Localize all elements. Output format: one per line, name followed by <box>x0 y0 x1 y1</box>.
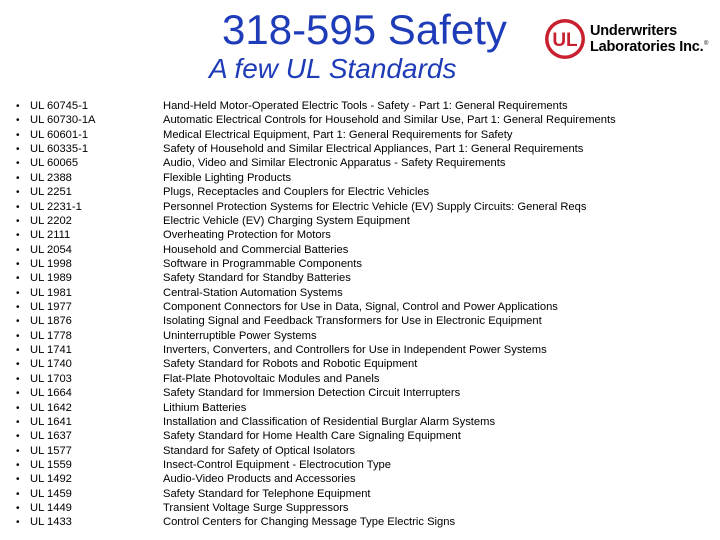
ul-logo-wordmark <box>590 23 703 55</box>
bullet-icon: • <box>16 244 20 256</box>
ul-logo <box>544 14 710 64</box>
bullet-icon: • <box>16 517 20 529</box>
standard-code: UL 2111 <box>30 229 71 242</box>
standard-description: Hand-Held Motor-Operated Electric Tools - Safety - Part 1: General Requirements <box>163 100 568 112</box>
standard-description: Isolating Signal and Feedback Transformers for Use in Electronic Equipment <box>163 315 542 328</box>
standard-code: UL 2202 <box>30 214 72 227</box>
standard-description: Audio, Video and Similar Electronic Apparatus - Safety Requirements <box>163 157 506 170</box>
slide-title: 318-595 Safety <box>222 6 507 53</box>
standard-code: UL 60065 <box>30 157 79 170</box>
standard-code: UL 60335-1 <box>30 143 89 156</box>
standard-list-item <box>16 472 716 486</box>
bullet-icon: • <box>16 201 20 213</box>
standard-code: UL 60730-1A <box>30 114 96 127</box>
standard-list-item <box>16 142 716 156</box>
standard-description: Plugs, Receptacles and Couplers for Electric Vehicles <box>163 186 430 199</box>
standard-description: Component Connectors for Use in Data, Signal, Control and Power Applications <box>163 301 558 314</box>
bullet-icon: • <box>16 144 20 156</box>
standard-description: Flexible Lighting Products <box>163 171 292 184</box>
standard-code: UL 60601-1 <box>30 128 89 141</box>
bullet-icon: • <box>16 459 20 471</box>
standard-code: UL 1876 <box>30 315 72 328</box>
standard-description: Safety Standard for Standby Batteries <box>163 272 351 285</box>
standard-code: UL 1577 <box>30 444 72 457</box>
standard-list-item <box>16 271 716 285</box>
bullet-icon: • <box>16 129 20 141</box>
standard-code: UL 1559 <box>30 458 72 471</box>
standard-code: UL 1741 <box>30 344 72 357</box>
standard-description: Standard for Safety of Optical Isolators <box>163 444 356 457</box>
bullet-icon: • <box>16 172 20 184</box>
standard-list-item <box>16 128 716 142</box>
ul-logo-line2: Laboratories Inc. <box>590 39 704 55</box>
ul-logo-icon <box>544 18 586 60</box>
standard-list-item <box>16 343 716 357</box>
bullet-icon: • <box>16 115 20 127</box>
bullet-icon: • <box>16 215 20 227</box>
standard-description: Audio-Video Products and Accessories <box>163 473 356 486</box>
bullet-icon: • <box>16 158 20 170</box>
bullet-icon: • <box>16 474 20 486</box>
standard-code: UL 1740 <box>30 358 72 371</box>
standard-code: UL 1977 <box>30 301 72 314</box>
standard-code: UL 1433 <box>30 516 72 529</box>
standard-description: Safety Standard for Robots and Robotic Equipment <box>163 358 418 371</box>
bullet-icon: • <box>16 402 20 414</box>
standard-description: Transient Voltage Surge Suppressors <box>163 502 349 515</box>
ul-logo-trademark: ® <box>704 41 709 47</box>
standard-list-item <box>16 357 716 371</box>
standard-code: UL 1998 <box>30 257 72 270</box>
standard-code: UL 2388 <box>30 171 72 184</box>
standard-code: UL 1641 <box>30 415 72 428</box>
standard-description: Central-Station Automation Systems <box>163 286 343 299</box>
bullet-icon: • <box>16 230 20 242</box>
standard-description: Insect-Control Equipment - Electrocution Type <box>163 458 392 471</box>
standard-list-item <box>16 228 716 242</box>
standard-list-item <box>16 113 716 127</box>
standard-code: UL 2251 <box>30 186 72 199</box>
standard-description: Safety Standard for Telephone Equipment <box>163 487 371 500</box>
bullet-icon: • <box>16 359 20 371</box>
standard-description: Electric Vehicle (EV) Charging System Equipment <box>163 214 410 227</box>
standard-list-item <box>16 200 716 214</box>
bullet-icon: • <box>16 287 20 299</box>
standard-description: Installation and Classification of Residential Burglar Alarm Systems <box>163 415 496 428</box>
standard-code: UL 60745-1 <box>30 100 89 112</box>
standard-list-item <box>16 257 716 271</box>
bullet-icon: • <box>16 316 20 328</box>
slide-subtitle: A few UL Standards <box>209 53 457 84</box>
bullet-icon: • <box>16 345 20 357</box>
standard-description: Lithium Batteries <box>163 401 247 414</box>
standard-description: Inverters, Converters, and Controllers for Use in Independent Power Systems <box>163 344 547 357</box>
standard-description: Safety Standard for Home Health Care Signaling Equipment <box>163 430 461 443</box>
standard-description: Software in Programmable Components <box>163 257 362 270</box>
standard-list-item <box>16 185 716 199</box>
standard-code: UL 1664 <box>30 387 72 400</box>
bullet-icon: • <box>16 273 20 285</box>
standard-description: Flat-Plate Photovoltaic Modules and Panels <box>163 372 380 385</box>
bullet-icon: • <box>16 431 20 443</box>
standard-list-item <box>16 515 716 529</box>
standard-description: Safety of Household and Similar Electrical Appliances, Part 1: General Requirements <box>163 143 584 156</box>
standard-description: Medical Electrical Equipment, Part 1: General Requirements for Safety <box>163 128 513 141</box>
standard-list-item <box>16 372 716 386</box>
standard-list-item <box>16 501 716 515</box>
standard-code: UL 1459 <box>30 487 72 500</box>
standard-code: UL 1703 <box>30 372 72 385</box>
standard-list-item <box>16 444 716 458</box>
ul-logo-mark-text: UL <box>552 30 578 51</box>
standard-code: UL 1449 <box>30 502 72 515</box>
standard-list-item <box>16 286 716 300</box>
standard-code: UL 1981 <box>30 286 72 299</box>
bullet-icon: • <box>16 302 20 314</box>
standards-list <box>16 99 716 530</box>
standard-code: UL 1642 <box>30 401 72 414</box>
standard-code: UL 1778 <box>30 329 72 342</box>
standard-list-item <box>16 314 716 328</box>
standard-list-item <box>16 156 716 170</box>
standard-list-item <box>16 329 716 343</box>
standard-list-item <box>16 429 716 443</box>
standard-list-item <box>16 487 716 501</box>
standard-description: Uninterruptible Power Systems <box>163 329 317 342</box>
standard-list-item <box>16 458 716 472</box>
bullet-icon: • <box>16 488 20 500</box>
standard-description: Safety Standard for Immersion Detection Circuit Interrupters <box>163 387 461 400</box>
standard-list-item <box>16 415 716 429</box>
standard-list-item <box>16 243 716 257</box>
standard-description: Personnel Protection Systems for Electric Vehicle (EV) Supply Circuits: General Reqs <box>163 200 587 213</box>
standard-list-item <box>16 386 716 400</box>
standard-code: UL 2231-1 <box>30 200 82 213</box>
bullet-icon: • <box>16 416 20 428</box>
bullet-icon: • <box>16 503 20 515</box>
standard-code: UL 1492 <box>30 473 72 486</box>
bullet-icon: • <box>16 187 20 199</box>
bullet-icon: • <box>16 388 20 400</box>
standard-code: UL 2054 <box>30 243 72 256</box>
standard-description: Automatic Electrical Controls for Household and Similar Use, Part 1: General Requirements <box>163 114 616 127</box>
standard-description: Overheating Protection for Motors <box>163 229 331 242</box>
standard-description: Control Centers for Changing Message Type Electric Signs <box>163 516 456 529</box>
standard-code: UL 1989 <box>30 272 72 285</box>
bullet-icon: • <box>16 373 20 385</box>
standard-list-item <box>16 300 716 314</box>
standard-code: UL 1637 <box>30 430 72 443</box>
standard-list-item <box>16 171 716 185</box>
standard-list-item <box>16 99 716 113</box>
standard-description: Household and Commercial Batteries <box>163 243 349 256</box>
bullet-icon: • <box>16 258 20 270</box>
bullet-icon: • <box>16 330 20 342</box>
standard-list-item <box>16 214 716 228</box>
bullet-icon: • <box>16 101 20 112</box>
bullet-icon: • <box>16 445 20 457</box>
ul-logo-line1: Underwriters <box>590 23 678 39</box>
standard-list-item <box>16 401 716 415</box>
